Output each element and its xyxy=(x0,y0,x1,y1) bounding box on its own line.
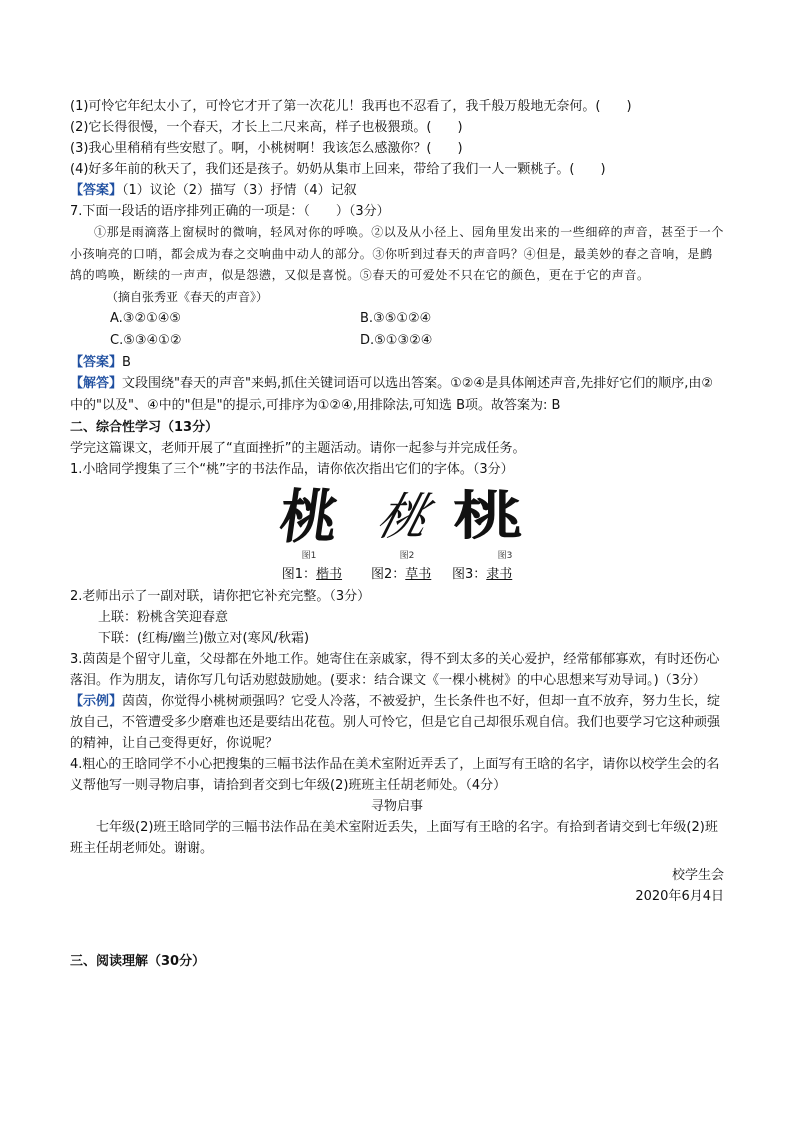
q7-explanation xyxy=(70,373,724,417)
calligraphy-figures xyxy=(70,482,724,551)
notice-signature: 校学生会 xyxy=(671,867,724,883)
option-a: A.③②①④⑤ xyxy=(110,310,182,326)
fig-caption-2: 图2 xyxy=(399,550,415,561)
s2-q1: 1.小晗同学搜集了三个“桃”字的书法作品，请你依次指出它们的字体。（3分） xyxy=(70,461,514,477)
q7-answer xyxy=(70,352,724,373)
document-page xyxy=(70,96,724,972)
couplet-upper: 上联：粉桃含笑迎春意 xyxy=(98,609,229,625)
fig-caption-3: 图3 xyxy=(497,550,513,561)
s2-q4: 4.粗心的王晗同学不小心把搜集的三幅书法作品在美术室附近弄丢了，上面写有王晗的名字，请你以校学生会的名义帮他写一则寻物启事，请拾到者交到七年级(2)班班主任胡老师处。（4分） xyxy=(70,756,720,793)
answer-tag: 【答案】 xyxy=(70,354,123,370)
figure-captions xyxy=(70,548,724,562)
q7-passage: ①那是雨滴落上窗棂时的微响，轻风对你的呼唤。②以及从小径上、园角里发出来的一些细碎的声音，甚至于一个小孩响亮的口哨，都会成为春之交响曲中动人的部分。③你听到过春天的声音吗？④但是，最美妙的春之音响，是鹧鸪的鸣唤，断续的一声声，似是怨懑，又似是喜悦。⑤春天的可爱处不只在它的颜色，更在于它的声音。 xyxy=(70,225,725,282)
s2-q3-example xyxy=(70,691,724,754)
section-3-title: 三、阅读理解（30分） xyxy=(70,953,206,969)
s2-q3: 3.茵茵是个留守儿童，父母都在外地工作。她寄住在亲戚家，得不到太多的关心爱护，经常郁郁寡欢，有时还伤心落泪。作为朋友，请你写几句话劝慰鼓励她。(要求：结合课文《一棵小桃树》的中心思想来写劝导词。)（3分） xyxy=(70,651,720,688)
calligraphy-caoshu: 桃 xyxy=(370,487,430,546)
section-2-intro: 学完这篇课文，老师开展了“直面挫折”的主题活动。请你一起参与并完成任务。 xyxy=(70,440,526,456)
couplet-lower: 下联：(红梅/幽兰)傲立对(寒风/秋霜) xyxy=(98,630,310,646)
notice-body: 七年级(2)班王晗同学的三幅书法作品在美术室附近丢失，上面写有王晗的名字。有拾到者请交到七年级(2)班班主任胡老师处。谢谢。 xyxy=(70,819,718,856)
fig-answer-label-1: 图1： xyxy=(281,566,317,582)
q7-source: （摘自张秀亚《春天的声音》） xyxy=(106,289,269,304)
example-tag: 【示例】 xyxy=(70,693,123,709)
option-b: B.③⑤①②④ xyxy=(360,310,432,326)
option-d: D.⑤①③②④ xyxy=(360,332,433,348)
calligraphy-kaishu: 桃 xyxy=(275,482,343,551)
q6-answer xyxy=(70,180,724,201)
notice-title: 寻物启事 xyxy=(370,798,423,814)
fig-caption-1: 图1 xyxy=(301,550,317,561)
notice-date: 2020年6月4日 xyxy=(635,888,724,904)
q6-answer-text: （1）议论（2）描写（3）抒情（4）记叙 xyxy=(122,183,357,198)
calligraphy-lishu: 桃 xyxy=(452,485,524,547)
option-c: C.⑤③④①② xyxy=(110,332,182,348)
example-text: 茵茵，你觉得小桃树顽强吗？它受人冷落，不被爱护，生长条件也不好，但却一直不放弃，努力生长，绽放自己，不管遭受多少磨难也还是要结出花苞。别人可怜它，但是它自己却很乐观自信。我们也要学习它这种顽强的精神，让自己变得更好，你说呢？ xyxy=(70,693,721,751)
fig-answer-label-2: 图2： xyxy=(370,566,406,582)
q7-options xyxy=(70,308,724,352)
q6-item-2: (2)它长得很慢，一个春天，才长上二尺来高，样子也极猥琐。( ) xyxy=(70,120,463,135)
s2-q2: 2.老师出示了一副对联，请你把它补充完整。（3分） xyxy=(70,588,371,604)
fig-answer-label-3: 图3： xyxy=(451,566,487,582)
explain-tag: 【解答】 xyxy=(70,375,123,391)
figure-answers xyxy=(70,564,724,586)
fig-answer-font-3: 隶书 xyxy=(486,566,513,582)
q6-item-4: (4)好多年前的秋天了，我们还是孩子。奶奶从集市上回来，带给了我们一人一颗桃子。( ) xyxy=(70,162,606,177)
q7-explain-text: 文段围绕"春天的声音"来蚂,抓住关键词语可以选出答案。①②④是具体阐述声音,先排好它们的顺序,由②中的"以及"、④中的"但是"的提示,可排序为①②④,用排除法,可知选 B项。故答案为: B xyxy=(70,375,713,413)
fig-answer-font-1: 楷书 xyxy=(316,566,343,582)
section-2-title: 二、综合性学习（13分） xyxy=(70,419,219,435)
q7-answer-text: B xyxy=(122,354,131,370)
q6-item-3: (3)我心里稍稍有些安慰了。啊，小桃树啊！我该怎么感激你？( ) xyxy=(70,141,463,156)
answer-tag: 【答案】 xyxy=(70,183,123,198)
q7-stem: 7.下面一段话的语序排列正确的一项是：（ ）（3分） xyxy=(70,204,390,219)
fig-answer-font-2: 草书 xyxy=(405,566,432,582)
q6-item-1: (1)可怜它年纪太小了，可怜它才开了第一次花儿！我再也不忍看了，我千般万般地无奈何。( ) xyxy=(70,99,632,114)
